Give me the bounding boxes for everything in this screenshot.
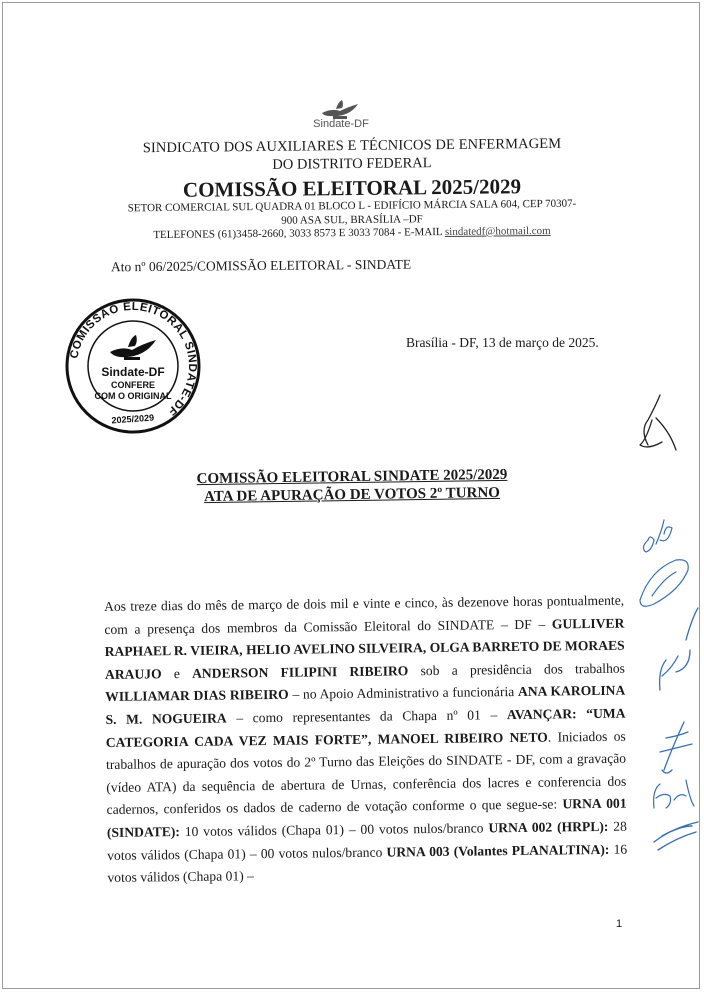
sindate-logo bbox=[306, 98, 376, 130]
body-bold: WILLIAMAR DIAS RIBEIRO bbox=[105, 687, 289, 705]
header-title: COMISSÃO ELEITORAL 2025/2029 bbox=[182, 174, 522, 202]
body-bold: URNA 001 (SINDATE): bbox=[106, 795, 627, 840]
body-text: 28 votos válidos (Chapa 01) – 00 votos nulos/branco bbox=[107, 818, 627, 863]
stamp-original: COM O ORIGINAL bbox=[94, 391, 172, 401]
header-line1: SINDICATO DOS AUXILIARES E TÉCNICOS DE ENFERMAGEM bbox=[142, 135, 562, 157]
phones-text: TELEFONES (61)3458-2660, 3033 8573 E 3033 7084 - E-MAIL bbox=[153, 226, 446, 242]
body-text: e bbox=[161, 665, 193, 682]
document-title-line2: ATA DE APURAÇÃO DE VOTOS 2º TURNO bbox=[203, 484, 500, 506]
minutes-paragraph bbox=[104, 590, 628, 890]
stamp-center-label: Sindate-DF bbox=[101, 365, 165, 379]
stamp-year: 2025/2029 bbox=[111, 412, 155, 426]
oil-lamp-icon bbox=[318, 98, 364, 120]
body-text: – como representantes da Chapa nº 01 – bbox=[226, 707, 507, 726]
stamp-lamp-icon bbox=[110, 335, 156, 360]
body-bold: ANDERSON FILIPINI RIBEIRO bbox=[191, 663, 409, 681]
body-bold: AVANÇAR: “UMA CATEGORIA CADA VEZ MAIS FORTE”, MANOEL RIBEIRO NETO bbox=[105, 705, 626, 750]
commission-stamp bbox=[58, 296, 208, 436]
body-text: 16 votos válidos (Chapa 01) – bbox=[107, 841, 628, 886]
logo-label: Sindate-DF bbox=[313, 118, 369, 130]
email-link[interactable]: sindatedf@hotmail.com bbox=[444, 224, 551, 239]
page-number: 1 bbox=[616, 918, 623, 930]
stamp-confere: CONFERE bbox=[110, 380, 156, 390]
body-bold: GULLIVER RAPHAEL R. VIEIRA, HELIO AVELINO SILVEIRA, OLGA BARRETO DE MORAES ARAUJO bbox=[104, 615, 625, 682]
date-place: Brasília - DF, 13 de março de 2025. bbox=[406, 335, 599, 350]
body-text: 10 votos válidos (Chapa 01) – 00 votos nulos/branco bbox=[179, 820, 489, 840]
header-address-line2: 900 ASA SUL, BRASÍLIA –DF bbox=[281, 213, 423, 227]
body-text: Aos treze dias do mês de março de dois mil e vinte e cinco, às dezenove horas pontualmente, com a presença dos membros da Comissão Eleitoral do SINDATE – DF – bbox=[104, 592, 625, 637]
body-text: – no Apoio Administrativo a funcionária bbox=[288, 684, 519, 703]
document-title-line1: COMISSÃO ELEITORAL SINDATE 2025/2029 bbox=[196, 466, 508, 488]
header-address-line1: SETOR COMERCIAL SUL QUADRA 01 BLOCO L - EDIFÍCIO MÁRCIA SALA 604, CEP 70307- bbox=[127, 197, 577, 215]
body-bold: URNA 003 (Volantes PLANALTINA): bbox=[386, 841, 610, 860]
body-text: sob a presidência dos trabalhos bbox=[408, 660, 626, 679]
ato-number: Ato nº 06/2025/COMISSÃO ELEITORAL - SINDATE bbox=[110, 256, 412, 275]
stamp-ring-text: COMISSÃO ELEITORAL SINDATE-DF bbox=[68, 300, 199, 418]
body-bold: URNA 002 (HRPL): bbox=[488, 818, 609, 836]
body-bold: ANA KAROLINA S. M. NOGUEIRA bbox=[105, 683, 626, 727]
body-text: . Iniciados os trabalhos de apuração dos votos do 2º Turno das Eleições do SINDATE - DF, com a gravação (vídeo ATA) da sequência de abertura de Urnas, conferência dos lacres e conferencia dos cadernos, conferidos os dados de caderno de votação conforme o que segue-se: bbox=[105, 728, 627, 818]
header-line2: DO DISTRITO FEDERAL bbox=[272, 155, 432, 173]
